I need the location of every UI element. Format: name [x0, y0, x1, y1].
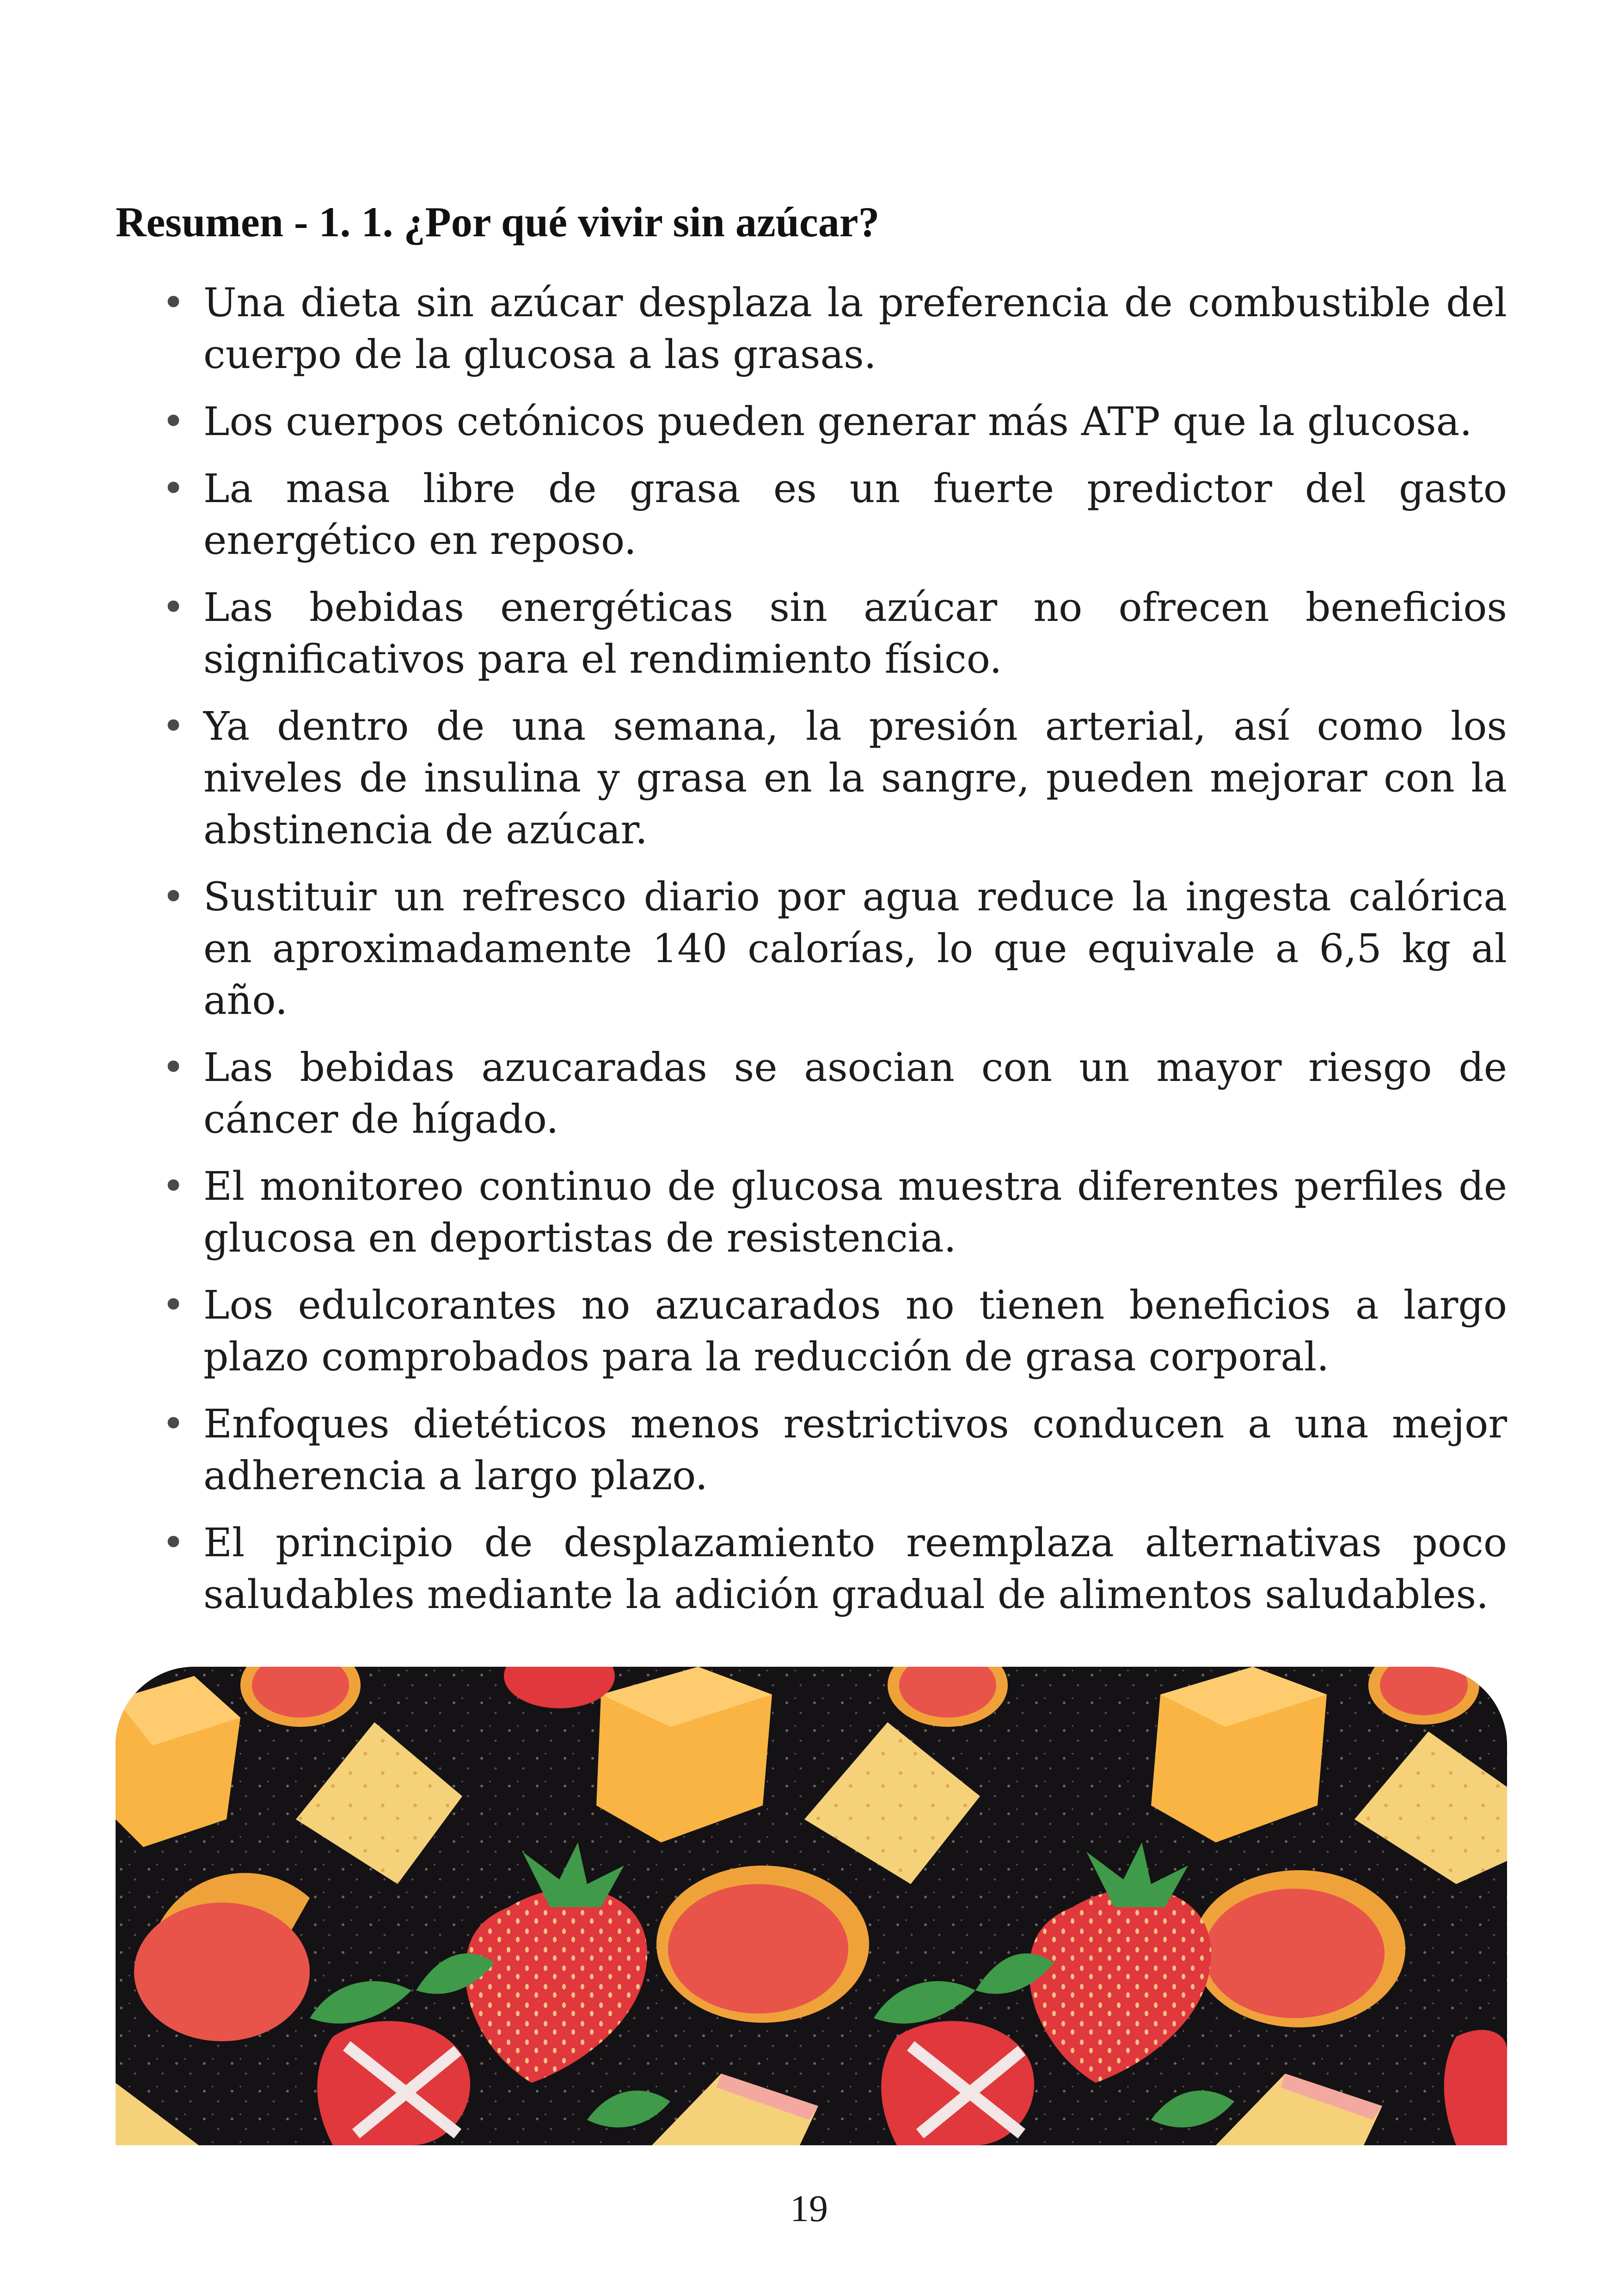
bullet-marker: •: [162, 1164, 185, 1209]
bullet-marker: •: [162, 704, 185, 749]
bullet-text: Sustituir un refresco diario por agua reduce la ingesta calórica en aproximadamente 140 calorías, lo que equivale a 6,5 kg al año.: [203, 874, 1507, 1024]
bullet-item: [116, 872, 1507, 1027]
bullet-item: [116, 701, 1507, 856]
food-pattern-illustration: [116, 1667, 1507, 2145]
bullet-item: [116, 277, 1507, 381]
bullet-marker: •: [162, 1045, 185, 1091]
bullet-item: [116, 463, 1507, 567]
bullet-text: Las bebidas energéticas sin azúcar no ofrecen beneficios significativos para el rendimiento físico.: [203, 585, 1507, 682]
bullet-text: El monitoreo continuo de glucosa muestra diferentes perfiles de glucosa en deportistas de resistencia.: [203, 1164, 1507, 1261]
wrapped-strawberry-illustration: [317, 2021, 470, 2145]
bullet-text: Los edulcorantes no azucarados no tienen beneficios a largo plazo comprobados para la reducción de grasa corporal.: [203, 1283, 1507, 1380]
bullet-text: El principio de desplazamiento reemplaza alternativas poco saludables mediante la adición gradual de alimentos saludables.: [203, 1520, 1507, 1618]
bullet-text: Ya dentro de una semana, la presión arterial, así como los niveles de insulina y grasa en la sangre, pueden mejorar con la abstinencia de azúcar.: [203, 704, 1507, 853]
wrapped-strawberry-illustration: [881, 2021, 1034, 2145]
bullet-item: [116, 1042, 1507, 1146]
bullet-item: [116, 1517, 1507, 1621]
bullet-marker: •: [162, 1520, 185, 1566]
bullet-text: Las bebidas azucaradas se asocian con un mayor riesgo de cáncer de hígado.: [203, 1045, 1507, 1142]
food-pattern-banner: [116, 1667, 1507, 2145]
bullet-item: [116, 1280, 1507, 1383]
bullet-text: La masa libre de grasa es un fuerte predictor del gasto energético en reposo.: [203, 466, 1507, 564]
bullet-marker: •: [162, 1283, 185, 1328]
section-heading: Resumen - 1. 1. ¿Por qué vivir sin azúcar?: [116, 198, 880, 246]
bullet-item: [116, 1399, 1507, 1502]
page-number: 19: [790, 2187, 828, 2229]
bullet-item: [116, 396, 1507, 448]
bullet-marker: •: [162, 280, 185, 326]
bullet-marker: •: [162, 466, 185, 512]
grapefruit-slice-illustration: [656, 1866, 869, 2023]
bullet-item: [116, 1161, 1507, 1265]
grapefruit-slice-illustration: [1193, 1870, 1405, 2027]
bullet-marker: •: [162, 399, 185, 445]
bullet-text: Una dieta sin azúcar desplaza la preferencia de combustible del cuerpo de la glucosa a las grasas.: [203, 280, 1507, 378]
bullet-marker: •: [162, 1401, 185, 1447]
bullet-item: [116, 582, 1507, 686]
summary-bullet-list: [116, 277, 1507, 1636]
bullet-text: Los cuerpos cetónicos pueden generar más ATP que la glucosa.: [203, 399, 1472, 445]
bullet-marker: •: [162, 874, 185, 920]
wrapped-strawberry-illustration: [1444, 2030, 1507, 2145]
bullet-marker: •: [162, 585, 185, 631]
bullet-text: Enfoques dietéticos menos restrictivos conducen a una mejor adherencia a largo plazo.: [203, 1401, 1507, 1499]
